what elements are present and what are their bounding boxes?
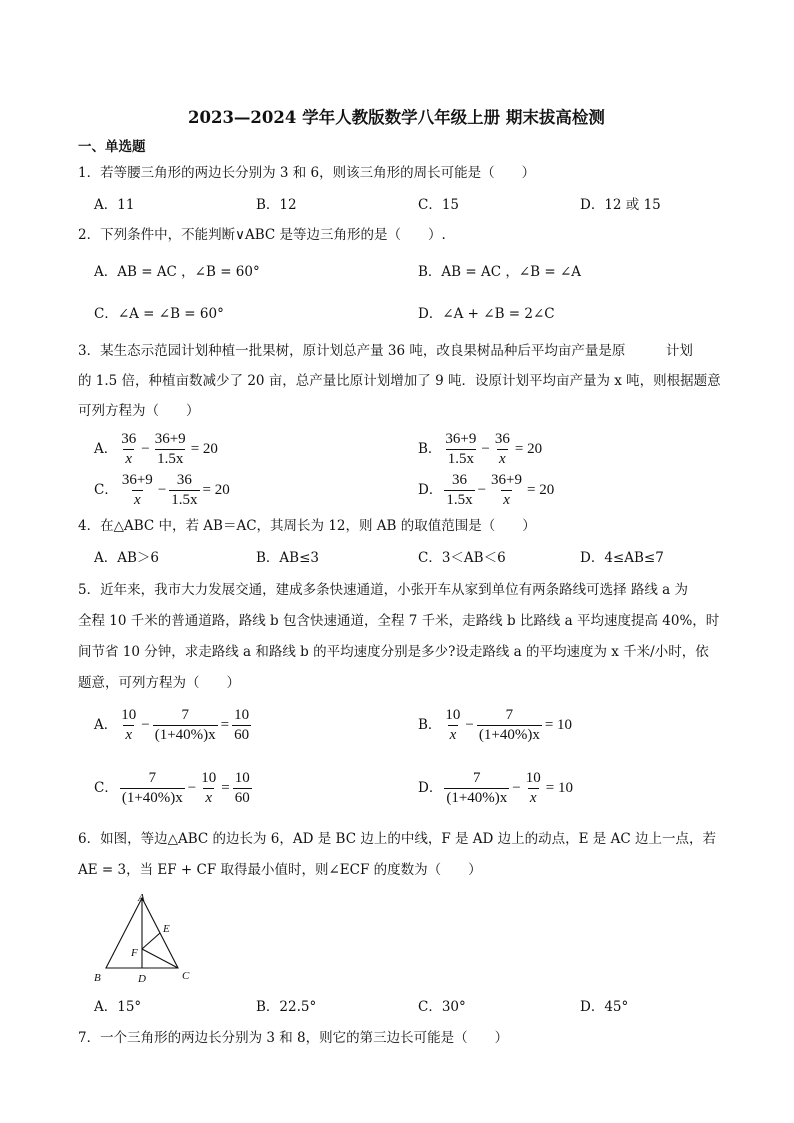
q1-option-b: B．12 (256, 197, 297, 213)
numerator: 36+9 (121, 472, 153, 488)
option-label: C． (94, 779, 118, 796)
q4-option-c: C．3＜AB＜6 (418, 550, 506, 566)
denominator: (1+40%)x (446, 790, 508, 806)
numerator: 36+9 (445, 431, 477, 447)
denominator: x (449, 727, 457, 743)
denominator: (1+40%)x (478, 727, 540, 743)
numerator: 7 (148, 770, 157, 786)
numerator: 36+9 (154, 431, 186, 447)
option-label: A． (94, 440, 118, 457)
option-label: B． (418, 440, 442, 457)
q3-option-c (94, 473, 231, 508)
question-6-line-2: AE = 3，当 EF + CF 取得最小值时，则∠ECF 的度数为（ ） (78, 862, 482, 878)
equals-rhs: = 20 (514, 441, 543, 457)
q3-option-d (418, 473, 555, 508)
triangle-figure (90, 890, 200, 986)
denominator: (1+40%)x (121, 790, 183, 806)
option-label: D． (418, 481, 443, 498)
question-3-line-2: 的 1.5 倍，种植亩数减少了 20 亩，总产量比原计划增加了 9 吨．设原计划平均亩产量为 x 吨，则根据题意 (78, 373, 721, 389)
label-e: E (163, 923, 170, 935)
numerator: 36 (494, 431, 510, 447)
question-5-line-2: 全程 10 千米的普通道路，路线 b 包含快速通道，全程 7 千米，走路线 b 比路线 a 平均速度提高 40%，时 (78, 613, 720, 629)
numerator: 7 (181, 707, 189, 723)
q3-option-b (418, 432, 543, 467)
question-5-line-1: 5．近年来，我市大力发展交通，建成多条快速通道，小张开车从家到单位有两条路线可选择 路线 a 为 (78, 582, 689, 598)
label-f: F (131, 947, 138, 959)
q6-option-a: A．15° (94, 999, 142, 1015)
segment-ef (142, 933, 160, 949)
minus-sign: − (141, 717, 150, 733)
minus-sign: − (465, 717, 474, 733)
q5-option-b (418, 708, 573, 743)
label-c: C (182, 970, 190, 982)
minus-sign: − (512, 780, 521, 796)
option-label: B． (418, 716, 442, 733)
question-4-stem: 4．在△ABC 中，若 AB＝AC，其周长为 12，则 AB 的取值范围是（ ） (78, 518, 536, 534)
question-2-stem: 2．下列条件中，不能判断∨ABC 是等边三角形的是（ ）. (78, 227, 446, 243)
q5-option-d (418, 771, 574, 806)
minus-sign: − (141, 441, 150, 457)
q3-option-a (94, 432, 219, 467)
equals-rhs: = 20 (202, 482, 230, 498)
numerator: 10 (234, 770, 250, 786)
minus-sign: − (157, 482, 167, 498)
question-7-stem: 7．一个三角形的两边长分别为 3 和 8，则它的第三边长可能是（ ） (78, 1030, 509, 1046)
label-d: D (138, 973, 146, 985)
question-3-line-3: 可列方程为（ ） (78, 403, 200, 419)
question-1-stem: 1．若等腰三角形的两边长分别为 3 和 6，则该三角形的周长可能是（ ） (78, 165, 536, 181)
q2-option-c: C．∠A = ∠B = 60° (94, 306, 224, 322)
equals-sign: = (220, 717, 230, 733)
numerator: 10 (201, 770, 217, 786)
question-5-line-4: 题意，可列方程为（ ） (78, 675, 240, 691)
denominator: (1+40%)x (154, 727, 216, 743)
numerator: 36 (451, 472, 467, 488)
equals-sign: = (221, 780, 230, 796)
denominator: 60 (234, 727, 250, 743)
equals-rhs: = 20 (527, 482, 555, 498)
q2-option-b: B．AB = AC ，∠B = ∠A (418, 264, 582, 280)
numerator: 36 (176, 472, 192, 488)
denominator: x (499, 451, 506, 467)
label-a: A (138, 892, 145, 904)
page-title: 2023—2024 学年人教版数学八年级上册 期末拔高检测 (188, 108, 605, 127)
denominator: 1.5x (157, 451, 184, 467)
q2-option-a: A．AB = AC ，∠B = 60° (94, 264, 260, 280)
denominator: x (205, 790, 213, 806)
q4-option-a: A．AB＞6 (94, 550, 160, 566)
denominator: 60 (234, 790, 250, 806)
numerator: 36 (121, 431, 137, 447)
q5-option-c (94, 771, 254, 806)
minus-sign: − (481, 441, 490, 457)
numerator: 10 (234, 707, 250, 723)
numerator: 36+9 (491, 472, 523, 488)
denominator: x (133, 492, 141, 508)
section-heading: 一、单选题 (78, 139, 146, 155)
q1-option-d: D．12 或 15 (580, 197, 661, 213)
q1-option-a: A．11 (94, 197, 135, 213)
option-label: A． (94, 716, 118, 733)
denominator: x (125, 451, 133, 467)
denominator: 1.5x (446, 492, 473, 508)
q6-option-d: D．45° (580, 999, 629, 1015)
q6-option-c: C．30° (418, 999, 466, 1015)
denominator: x (125, 727, 133, 743)
numerator: 7 (473, 770, 481, 786)
q6-option-b: B．22.5° (256, 999, 317, 1015)
numerator: 10 (525, 770, 541, 786)
denominator: x (529, 790, 537, 806)
equals-rhs: = 20 (190, 441, 218, 457)
denominator: 1.5x (171, 492, 198, 508)
option-label: C． (94, 481, 118, 498)
q2-option-d: D．∠A + ∠B = 2∠C (418, 306, 555, 322)
question-3-line-1: 3．某生态示范园计划种植一批果树，原计划总产量 36 吨，改良果树品种后平均亩产量是原 计划 (78, 343, 693, 359)
equals-rhs: = 10 (544, 717, 573, 733)
q4-option-d: D．4≤AB≤7 (580, 550, 664, 566)
equals-rhs: = 10 (545, 780, 573, 796)
question-6-line-1: 6．如图，等边△ABC 的边长为 6，AD 是 BC 边上的中线，F 是 AD 边上的动点，E 是 AC 边上一点，若 (78, 831, 716, 847)
numerator: 7 (505, 707, 514, 723)
label-b: B (94, 972, 101, 984)
option-label: D． (418, 779, 443, 796)
question-5-line-3: 间节省 10 分钟，求走路线 a 和路线 b 的平均速度分别是多少?设走路线 a 的平均速度为 x 千米/小时，依 (78, 644, 709, 660)
numerator: 10 (121, 707, 137, 723)
minus-sign: − (187, 780, 197, 796)
minus-sign: − (477, 482, 487, 498)
denominator: x (503, 492, 510, 508)
q5-option-a (94, 708, 253, 743)
q1-option-c: C．15 (418, 197, 460, 213)
denominator: 1.5x (447, 451, 475, 467)
q4-option-b: B．AB≤3 (256, 550, 319, 566)
numerator: 10 (445, 707, 461, 723)
